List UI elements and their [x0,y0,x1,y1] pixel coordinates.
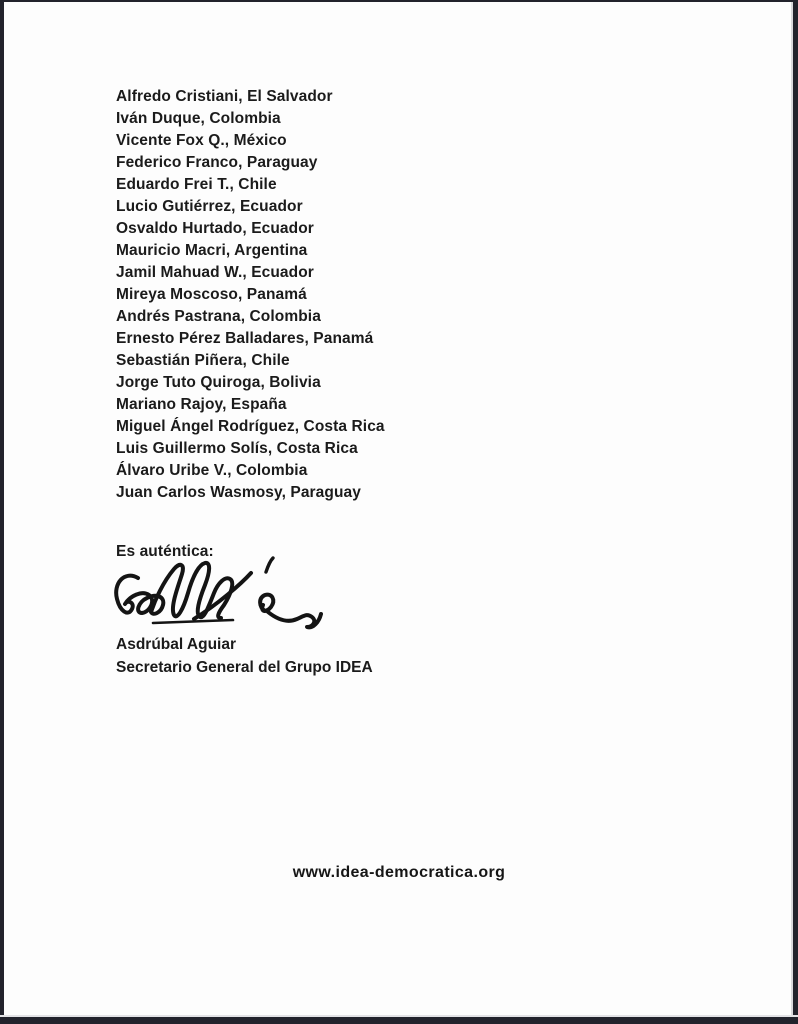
signatory-line: Jamil Mahuad W., Ecuador [116,264,314,281]
signer-name: Asdrúbal Aguiar [116,636,236,653]
signature-scribble-icon [108,552,323,647]
signatory-line: Osvaldo Hurtado, Ecuador [116,220,314,237]
signatory-line: Ernesto Pérez Balladares, Panamá [116,330,374,347]
signatory-line: Mauricio Macri, Argentina [116,242,308,259]
signatory-line: Mariano Rajoy, España [116,396,287,413]
signatory-line: Iván Duque, Colombia [116,110,281,127]
footer-url: www.idea-democratica.org [292,864,506,881]
signatory-line: Álvaro Uribe V., Colombia [116,462,308,479]
signatory-line: Eduardo Frei T., Chile [116,176,277,193]
signatory-line: Federico Franco, Paraguay [116,154,318,171]
signatory-line: Vicente Fox Q., México [116,132,287,149]
scan-edge-bottom [0,1017,798,1024]
signatory-line: Miguel Ángel Rodríguez, Costa Rica [116,418,385,435]
signer-block [116,634,373,679]
signatory-line: Jorge Tuto Quiroga, Bolivia [116,374,321,391]
signatory-line: Andrés Pastrana, Colombia [116,308,321,325]
signature [108,552,323,647]
signatory-line: Mireya Moscoso, Panamá [116,286,307,303]
attestation-label: Es auténtica: [116,543,214,560]
scan-edge-top [0,0,798,2]
signatory-line: Luis Guillermo Solís, Costa Rica [116,440,358,457]
signer-title: Secretario General del Grupo IDEA [116,658,373,676]
signatory-line: Lucio Gutiérrez, Ecuador [116,198,303,215]
signatory-line: Sebastián Piñera, Chile [116,352,290,369]
signatory-line: Alfredo Cristiani, El Salvador [116,88,333,105]
signatory-line: Juan Carlos Wasmosy, Paraguay [116,484,361,501]
signatories-list [116,86,385,504]
